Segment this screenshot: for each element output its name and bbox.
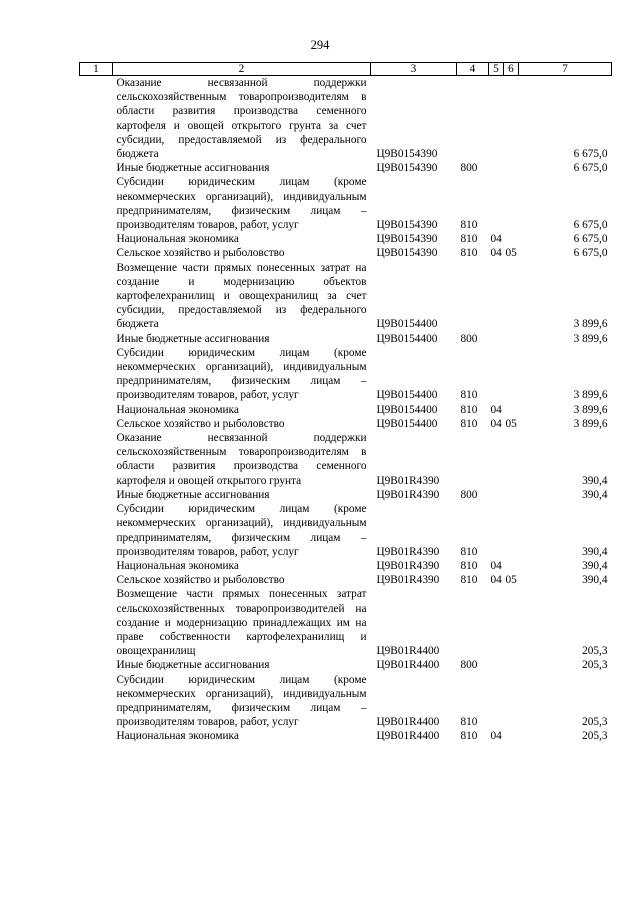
cell-amount: 6 675,0 <box>573 148 608 161</box>
cell-amount: 3 899,6 <box>573 318 608 331</box>
cell-expense-type: 800 <box>460 332 478 345</box>
cell-name: Сельское хозяйство и рыболовство <box>116 574 285 587</box>
cell-target-code: Ц9В01R4400 <box>376 659 440 672</box>
cell-amount: 3 899,6 <box>573 332 608 345</box>
cell-subsection <box>504 232 519 246</box>
cell-expense-type: 800 <box>460 488 478 501</box>
table-header <box>80 63 612 76</box>
cell-name: Национальная экономика <box>116 233 239 246</box>
cell-name: Национальная экономика <box>116 403 239 416</box>
cell-subsection: 05 <box>505 247 517 260</box>
cell-subsection: 05 <box>505 417 517 430</box>
cell-name: Субсидии юридическим лицам (кроме некоммерческих организаций), индивидуальным предпринимателям, физическим лицам – производителям товаров, работ, услуг <box>116 673 367 729</box>
header-col-6: 6 <box>504 63 519 76</box>
cell-target-code: Ц9В01R4390 <box>376 574 440 587</box>
cell-num <box>80 417 113 431</box>
cell-target-code: Ц9В0154400 <box>376 332 438 345</box>
cell-target-code: Ц9В0154390 <box>376 162 438 175</box>
cell-section: 04 <box>490 574 502 587</box>
cell-amount: 3 899,6 <box>573 389 608 402</box>
table-row <box>80 332 612 346</box>
cell-subsection <box>504 175 519 232</box>
cell-name: Субсидии юридическим лицам (кроме некоммерческих организаций), индивидуальным предпринимателям, физическим лицам – производителям товаров, работ, услуг <box>116 176 367 232</box>
cell-num <box>80 346 113 403</box>
cell-section <box>489 332 504 346</box>
cell-section <box>489 673 504 730</box>
cell-subsection <box>504 76 519 162</box>
cell-target-code: Ц9В01R4390 <box>376 559 440 572</box>
cell-amount: 390,4 <box>582 545 608 558</box>
cell-section <box>489 76 504 162</box>
cell-name: Национальная экономика <box>116 730 239 743</box>
cell-subsection <box>504 488 519 502</box>
cell-expense-type <box>457 261 489 332</box>
table-row <box>80 673 612 730</box>
cell-subsection <box>504 346 519 403</box>
cell-subsection <box>504 559 519 573</box>
cell-target-code: Ц9В01R4400 <box>376 645 440 658</box>
cell-subsection <box>504 261 519 332</box>
cell-name: Национальная экономика <box>116 559 239 572</box>
cell-target-code: Ц9В0154400 <box>376 403 438 416</box>
cell-expense-type <box>457 431 489 488</box>
cell-amount: 3 899,6 <box>573 417 608 430</box>
table-row <box>80 431 612 488</box>
cell-num <box>80 261 113 332</box>
cell-amount: 390,4 <box>582 559 608 572</box>
table-row <box>80 175 612 232</box>
cell-target-code: Ц9В0154390 <box>376 233 438 246</box>
cell-name: Оказание несвязанной поддержки сельскохозяйственным товаропроизводителям в области развития производства семенного картофеля и овощей открытого грунта <box>116 432 367 487</box>
table-row <box>80 403 612 417</box>
cell-section <box>489 431 504 488</box>
cell-name: Иные бюджетные ассигнования <box>116 659 270 672</box>
cell-target-code: Ц9В01R4390 <box>376 488 440 501</box>
cell-target-code: Ц9В01R4390 <box>376 545 440 558</box>
cell-amount: 6 675,0 <box>573 162 608 175</box>
cell-num <box>80 332 113 346</box>
table-row <box>80 573 612 587</box>
cell-num <box>80 232 113 246</box>
table-row <box>80 417 612 431</box>
cell-num <box>80 502 113 559</box>
cell-num <box>80 658 113 672</box>
cell-amount: 390,4 <box>582 474 608 487</box>
cell-section <box>489 161 504 175</box>
cell-target-code: Ц9В0154400 <box>376 389 438 402</box>
cell-expense-type: 810 <box>460 716 478 729</box>
cell-expense-type: 810 <box>460 233 478 246</box>
table-body <box>80 76 612 744</box>
budget-table <box>79 62 612 744</box>
cell-section <box>489 175 504 232</box>
cell-num <box>80 431 113 488</box>
cell-subsection <box>504 403 519 417</box>
table-row <box>80 76 612 162</box>
cell-name: Сельское хозяйство и рыболовство <box>116 247 285 260</box>
cell-name: Иные бюджетные ассигнования <box>116 162 270 175</box>
cell-name: Оказание несвязанной поддержки сельскохозяйственным товаропроизводителям в области развития производства семенного картофеля и овощей открытого грунта за счет субсидии, предоставляемой из федерального бюджета <box>116 77 367 161</box>
cell-section <box>489 488 504 502</box>
cell-section: 04 <box>490 247 502 260</box>
cell-section: 04 <box>490 559 502 572</box>
cell-amount: 205,3 <box>582 645 608 658</box>
cell-expense-type: 810 <box>460 730 478 743</box>
cell-num <box>80 76 113 162</box>
cell-num <box>80 559 113 573</box>
cell-expense-type: 810 <box>460 219 478 232</box>
cell-expense-type: 810 <box>460 417 478 430</box>
cell-target-code: Ц9В0154400 <box>376 417 438 430</box>
table-row <box>80 346 612 403</box>
cell-subsection <box>504 658 519 672</box>
cell-section: 04 <box>490 730 502 743</box>
cell-subsection <box>504 502 519 559</box>
cell-section <box>489 587 504 658</box>
cell-subsection <box>504 431 519 488</box>
cell-amount: 3 899,6 <box>573 403 608 416</box>
header-col-3: 3 <box>371 63 457 76</box>
cell-name: Возмещение части прямых понесенных затрат на создание и модернизацию объектов картофелехранилищ и овощехранилищ за счет субсидии, предоставляемой из федерального бюджета <box>116 261 367 331</box>
cell-name: Возмещение части прямых понесенных затрат сельскохозяйственных товаропроизводителей на создание и модернизацию принадлежащих им на праве собственности картофелехранилищ и овощехранилищ <box>116 588 367 658</box>
cell-name: Сельское хозяйство и рыболовство <box>116 417 285 430</box>
cell-expense-type <box>457 76 489 162</box>
cell-target-code: Ц9В0154390 <box>376 247 438 260</box>
header-col-1: 1 <box>80 63 113 76</box>
page-number: 294 <box>310 38 330 52</box>
table-row <box>80 488 612 502</box>
cell-amount: 6 675,0 <box>573 219 608 232</box>
cell-subsection <box>504 587 519 658</box>
header-col-5: 5 <box>489 63 504 76</box>
header-col-7: 7 <box>519 63 612 76</box>
table-row <box>80 261 612 332</box>
cell-amount: 6 675,0 <box>573 233 608 246</box>
cell-section: 04 <box>490 417 502 430</box>
cell-expense-type: 810 <box>460 389 478 402</box>
cell-amount: 205,3 <box>582 659 608 672</box>
cell-subsection <box>504 729 519 743</box>
table-row <box>80 559 612 573</box>
cell-section <box>489 346 504 403</box>
table-row <box>80 246 612 260</box>
cell-num <box>80 587 113 658</box>
cell-name: Иные бюджетные ассигнования <box>116 488 270 501</box>
cell-num <box>80 673 113 730</box>
cell-expense-type: 810 <box>460 545 478 558</box>
cell-amount: 390,4 <box>582 574 608 587</box>
table-row <box>80 232 612 246</box>
cell-subsection: 05 <box>505 574 517 587</box>
table-row <box>80 161 612 175</box>
cell-target-code: Ц9В0154390 <box>376 219 438 232</box>
cell-target-code: Ц9В0154390 <box>376 148 438 161</box>
cell-target-code: Ц9В0154400 <box>376 318 438 331</box>
cell-section: 04 <box>490 403 502 416</box>
cell-name: Субсидии юридическим лицам (кроме некоммерческих организаций), индивидуальным предпринимателям, физическим лицам – производителям товаров, работ, услуг <box>116 346 367 402</box>
cell-amount: 205,3 <box>582 730 608 743</box>
cell-section <box>489 502 504 559</box>
table-row <box>80 729 612 743</box>
cell-expense-type: 810 <box>460 559 478 572</box>
cell-expense-type <box>457 587 489 658</box>
cell-subsection <box>504 332 519 346</box>
cell-num <box>80 403 113 417</box>
cell-num <box>80 573 113 587</box>
cell-target-code: Ц9В01R4400 <box>376 716 440 729</box>
header-col-4: 4 <box>457 63 489 76</box>
cell-amount: 205,3 <box>582 716 608 729</box>
cell-num <box>80 729 113 743</box>
table-row <box>80 502 612 559</box>
cell-amount: 6 675,0 <box>573 247 608 260</box>
cell-expense-type: 800 <box>460 659 478 672</box>
cell-num <box>80 175 113 232</box>
cell-expense-type: 810 <box>460 247 478 260</box>
cell-name: Иные бюджетные ассигнования <box>116 332 270 345</box>
cell-expense-type: 810 <box>460 574 478 587</box>
cell-target-code: Ц9В01R4400 <box>376 730 440 743</box>
header-row <box>80 63 612 76</box>
cell-section <box>489 261 504 332</box>
cell-expense-type: 810 <box>460 403 478 416</box>
cell-num <box>80 246 113 260</box>
table-row <box>80 587 612 658</box>
cell-name: Субсидии юридическим лицам (кроме некоммерческих организаций), индивидуальным предпринимателям, физическим лицам – производителям товаров, работ, услуг <box>116 503 367 558</box>
cell-num <box>80 488 113 502</box>
header-col-2: 2 <box>113 63 371 76</box>
table-row <box>80 658 612 672</box>
cell-target-code: Ц9В01R4390 <box>376 474 440 487</box>
cell-num <box>80 161 113 175</box>
cell-section <box>489 658 504 672</box>
cell-expense-type: 800 <box>460 162 478 175</box>
cell-subsection <box>504 161 519 175</box>
cell-section: 04 <box>490 233 502 246</box>
cell-subsection <box>504 673 519 730</box>
cell-amount: 390,4 <box>582 488 608 501</box>
